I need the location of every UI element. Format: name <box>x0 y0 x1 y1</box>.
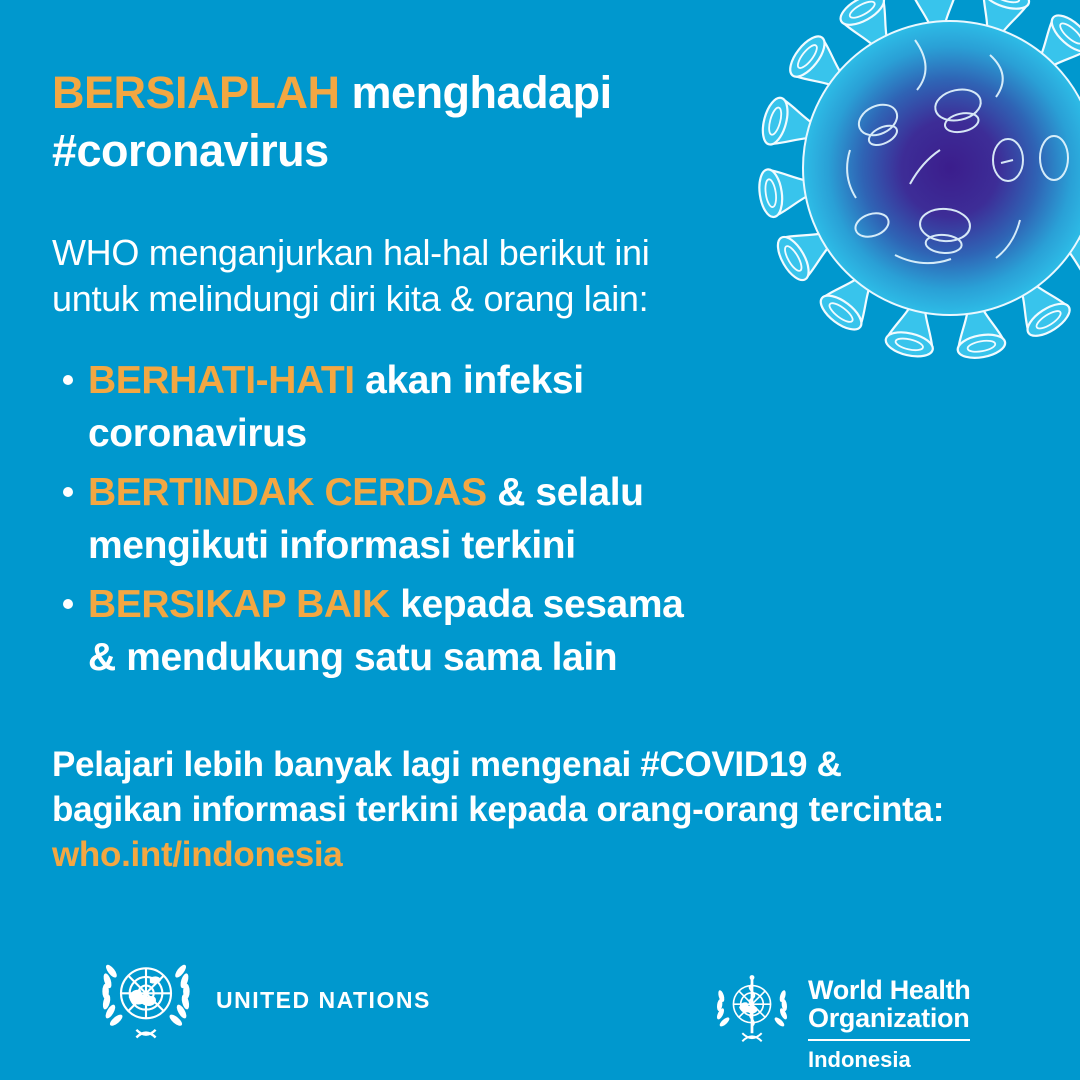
list-item: BERSIKAP BAIK kepada sesama & mendukung satu sama lain <box>62 578 683 684</box>
un-emblem-icon <box>96 956 196 1044</box>
who-country-label: Indonesia <box>808 1047 911 1072</box>
list-item: BERHATI-HATI akan infeksi coronavirus <box>62 354 683 460</box>
list-item: BERTINDAK CERDAS & selalu mengikuti informasi terkini <box>62 466 683 572</box>
page-title <box>52 64 612 180</box>
who-logo-lockup <box>710 970 970 1073</box>
bullet-highlight: BERSIKAP BAIK <box>88 583 390 626</box>
bullet-line-2: coronavirus <box>88 412 307 455</box>
bullet-line-2: & mendukung satu sama lain <box>88 636 618 679</box>
title-rest: menghadapi <box>339 67 612 118</box>
who-url-link[interactable]: who.int/indonesia <box>52 835 343 874</box>
title-highlight: BERSIAPLAH <box>52 67 340 118</box>
coronavirus-illustration <box>640 0 1080 440</box>
cta-text <box>52 742 944 877</box>
cta-line-2: bagikan informasi terkini kepada orang-orang tercinta: <box>52 790 945 829</box>
intro-line-1: WHO menganjurkan hal-hal berikut ini <box>52 232 650 273</box>
intro-line-2: untuk melindungi diri kita & orang lain: <box>52 278 649 319</box>
intro-text <box>52 230 649 322</box>
title-line-2: #coronavirus <box>52 125 329 176</box>
who-name-line-1: World Health <box>808 975 971 1005</box>
bullet-highlight: BERHATI-HATI <box>88 359 355 402</box>
bullet-line-2: mengikuti informasi terkini <box>88 524 576 567</box>
who-name-line-2: Organization <box>808 1003 970 1033</box>
title-line-1 <box>52 64 612 122</box>
who-wordmark <box>808 976 970 1073</box>
advice-list <box>62 354 683 690</box>
who-emblem-icon <box>710 970 794 1048</box>
who-divider <box>808 1039 970 1041</box>
cta-line-1: Pelajari lebih banyak lagi mengenai #COVID19 & <box>52 745 842 784</box>
bullet-highlight: BERTINDAK CERDAS <box>88 471 487 514</box>
un-label: UNITED NATIONS <box>216 986 431 1013</box>
un-logo-lockup <box>96 956 431 1044</box>
